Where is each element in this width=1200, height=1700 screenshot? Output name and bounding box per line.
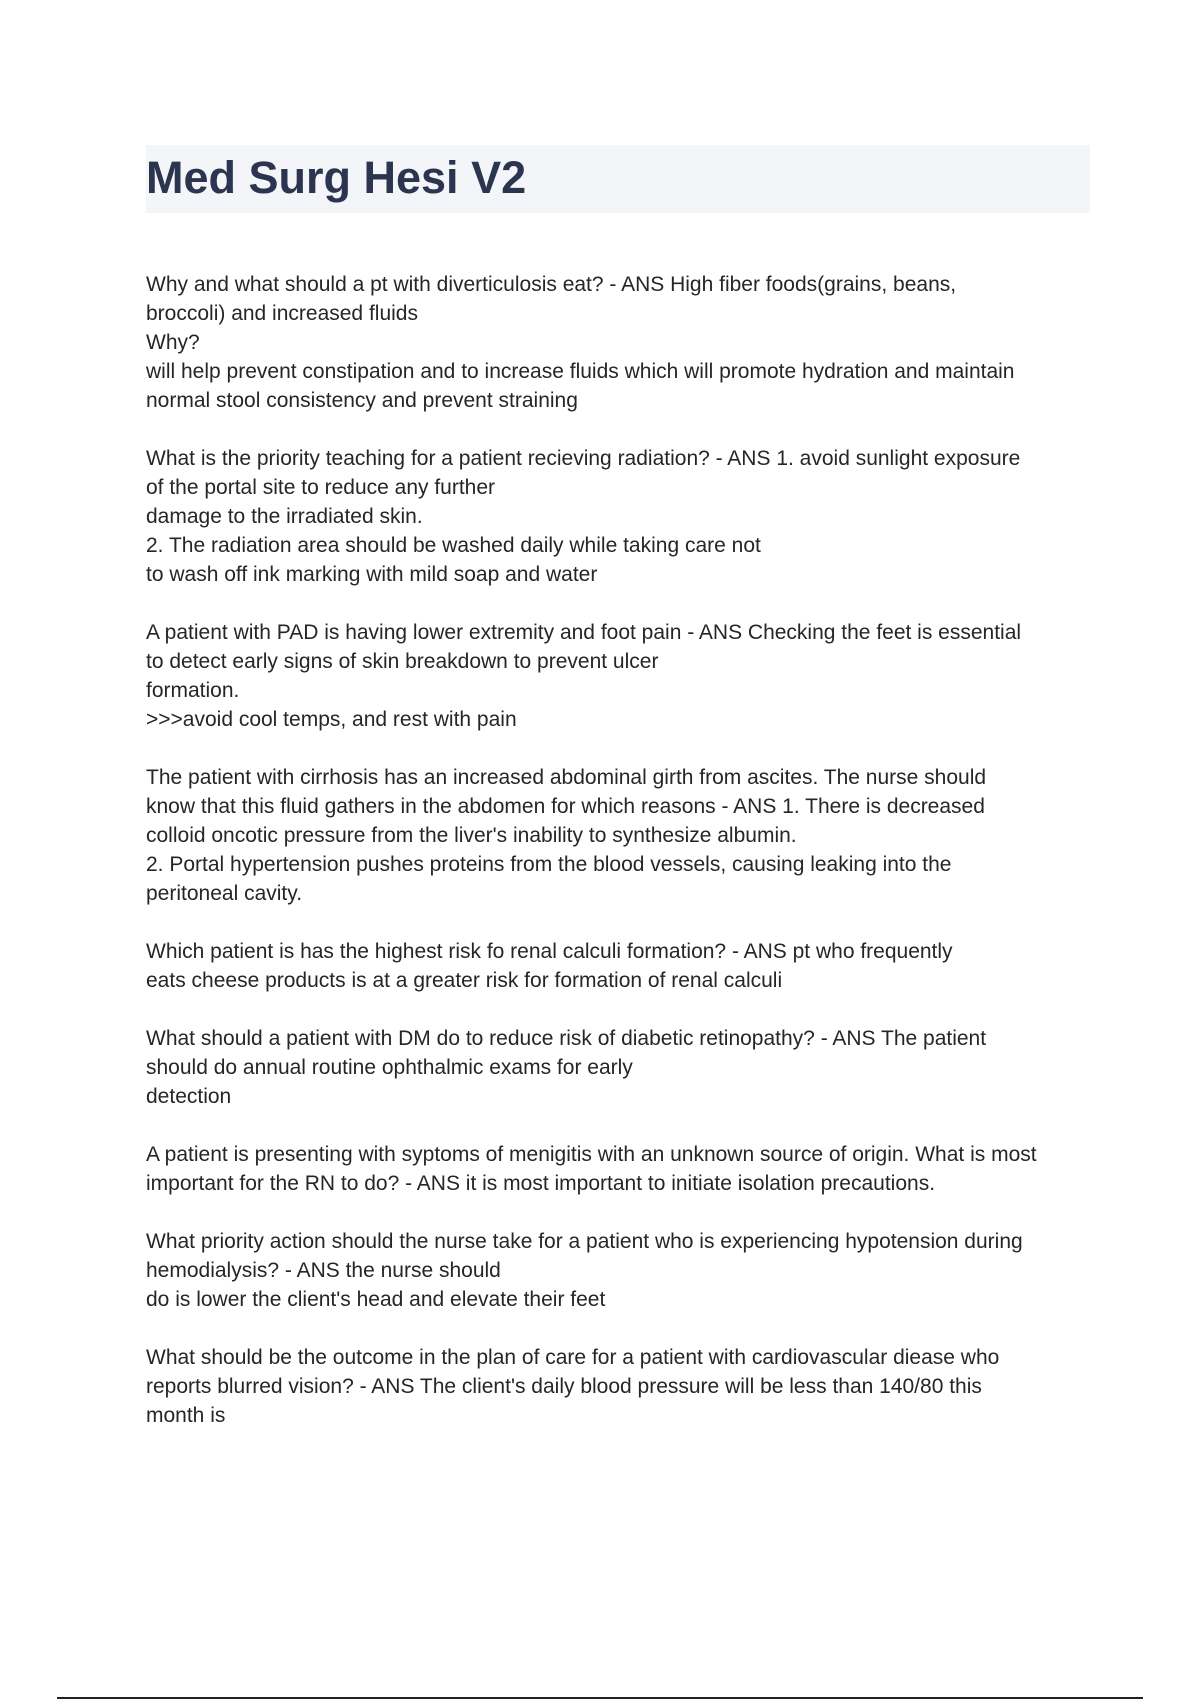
qa-item (146, 618, 1096, 734)
qa-text-line: important for the RN to do? - ANS it is most important to initiate isolation precautions. (146, 1172, 936, 1195)
qa-text-line: What is the priority teaching for a patient recieving radiation? - ANS 1. avoid sunlight exposure (146, 447, 1021, 470)
qa-text-line: normal stool consistency and prevent straining (146, 389, 578, 412)
qa-text-line: A patient with PAD is having lower extremity and foot pain - ANS Checking the feet is essential (146, 621, 1022, 644)
qa-text-line: What should a patient with DM do to reduce risk of diabetic retinopathy? - ANS The patient (146, 1027, 987, 1050)
qa-text-line: 2. Portal hypertension pushes proteins from the blood vessels, causing leaking into the (146, 853, 952, 876)
qa-text-line: do is lower the client's head and elevate their feet (146, 1288, 606, 1311)
qa-list (146, 270, 1096, 1459)
qa-text-line: hemodialysis? - ANS the nurse should (146, 1259, 501, 1282)
qa-text-line: reports blurred vision? - ANS The client's daily blood pressure will be less than 140/80 this (146, 1375, 982, 1398)
page-title: Med Surg Hesi V2 (146, 152, 527, 203)
qa-text-line: of the portal site to reduce any further (146, 476, 496, 499)
qa-text-line: The patient with cirrhosis has an increased abdominal girth from ascites. The nurse should (146, 766, 987, 789)
qa-item (146, 937, 1096, 995)
qa-text-line: peritoneal cavity. (146, 882, 303, 905)
qa-text-line: What priority action should the nurse take for a patient who is experiencing hypotension during (146, 1230, 1023, 1253)
qa-text-line: formation. (146, 679, 240, 702)
qa-text-line: detection (146, 1085, 232, 1108)
title-banner (146, 145, 1090, 213)
qa-text-line: should do annual routine ophthalmic exams for early (146, 1056, 633, 1079)
qa-text-line: know that this fluid gathers in the abdomen for which reasons - ANS 1. There is decreased (146, 795, 985, 818)
qa-item (146, 270, 1096, 415)
qa-text-line: will help prevent constipation and to increase fluids which will promote hydration and maintain (146, 360, 1015, 383)
qa-text-line: Why and what should a pt with diverticulosis eat? - ANS High fiber foods(grains, beans, (146, 273, 957, 296)
qa-text-line: eats cheese products is at a greater risk for formation of renal calculi (146, 969, 783, 992)
qa-item (146, 1024, 1096, 1111)
qa-text-line: 2. The radiation area should be washed daily while taking care not (146, 534, 761, 557)
qa-text-line: What should be the outcome in the plan of care for a patient with cardiovascular diease who (146, 1346, 1000, 1369)
qa-text-line: colloid oncotic pressure from the liver's inability to synthesize albumin. (146, 824, 797, 847)
qa-item (146, 1140, 1096, 1198)
qa-text-line: Why? (146, 331, 200, 354)
qa-item (146, 763, 1096, 908)
qa-text-line: to detect early signs of skin breakdown to prevent ulcer (146, 650, 659, 673)
qa-item (146, 1343, 1096, 1430)
qa-item (146, 1227, 1096, 1314)
qa-text-line: damage to the irradiated skin. (146, 505, 423, 528)
qa-item (146, 444, 1096, 589)
page-footer-divider (57, 1697, 1143, 1699)
qa-text-line: to wash off ink marking with mild soap and water (146, 563, 598, 586)
qa-text-line: month is (146, 1404, 226, 1427)
qa-text-line: A patient is presenting with syptoms of menigitis with an unknown source of origin. What is most (146, 1143, 1037, 1166)
qa-text-line: broccoli) and increased fluids (146, 302, 418, 325)
qa-text-line: Which patient is has the highest risk fo renal calculi formation? - ANS pt who frequently (146, 940, 953, 963)
qa-text-line: >>>avoid cool temps, and rest with pain (146, 708, 517, 731)
